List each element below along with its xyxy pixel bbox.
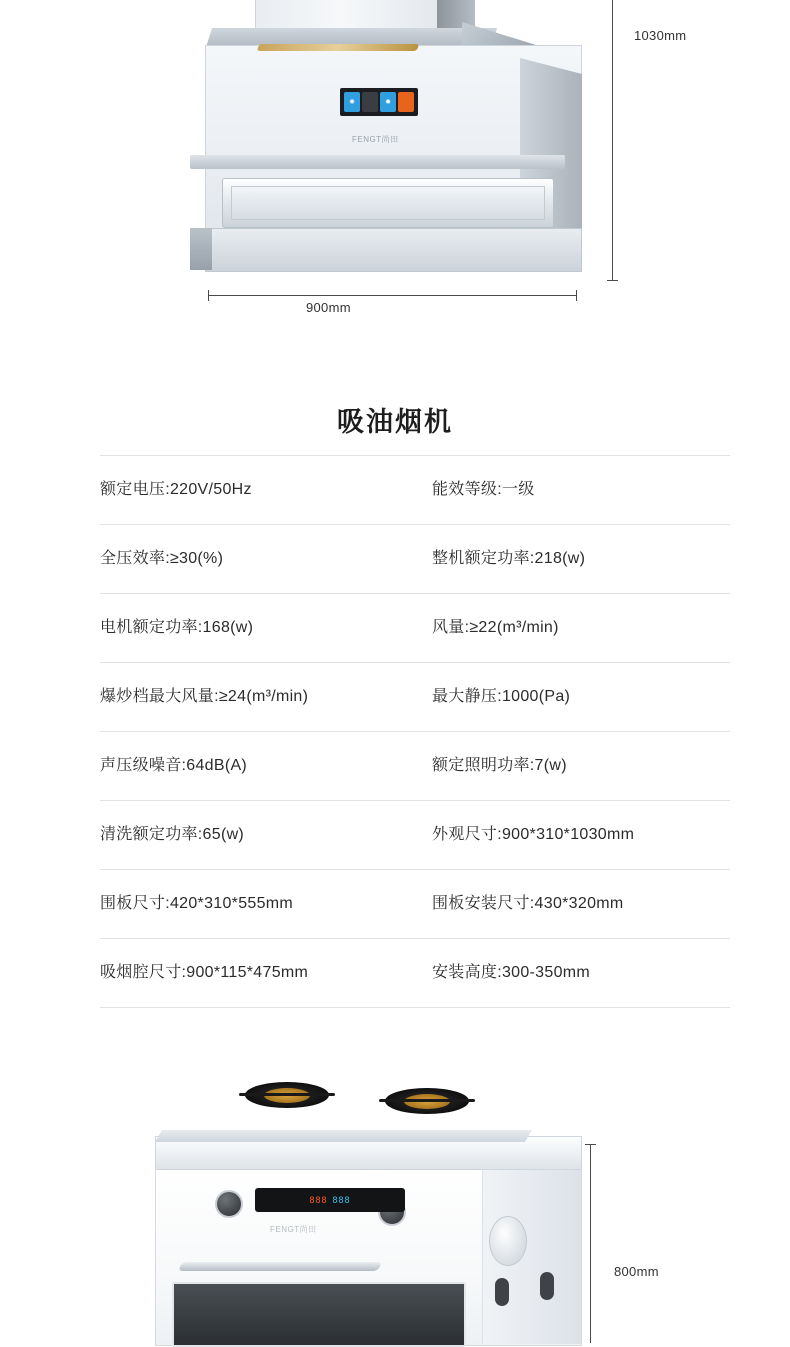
spec-cell-left: 吸烟腔尺寸:900*115*475mm: [100, 963, 309, 981]
spec-cell-left: 额定电压:220V/50Hz: [100, 480, 252, 498]
hood-control-panel[interactable]: [340, 88, 418, 116]
stove-side-knob-plate: [489, 1216, 527, 1266]
width-tick-right: [576, 290, 577, 301]
stove-display-left: 888: [309, 1195, 328, 1205]
stove-illustration: [0, 1060, 790, 1343]
table-row: [100, 870, 730, 939]
knob-left[interactable]: [215, 1190, 243, 1218]
hood-key-light[interactable]: ✹: [344, 92, 360, 112]
hood-key-fan[interactable]: ✹: [380, 92, 396, 112]
spec-cell-left: 爆炒档最大风量:≥24(m³/min): [100, 687, 309, 705]
table-row: [100, 732, 730, 801]
spec-cell-right: 安装高度:300-350mm: [432, 963, 591, 981]
hood-base: [205, 228, 582, 272]
spec-cell-right: 额定照明功率:7(w): [432, 756, 567, 774]
page-title: 吸油烟机: [337, 407, 453, 437]
stove-height-dimension-line: [590, 1144, 591, 1343]
table-row: [100, 594, 730, 663]
burner-left-grate: [239, 1093, 335, 1096]
spec-cell-right: 整机额定功率:218(w): [432, 549, 586, 567]
hood-cavity-inner: [231, 186, 545, 220]
hood-shelf: [190, 155, 565, 169]
hood-base-left-edge: [190, 228, 212, 270]
vent-slot-1: [495, 1278, 509, 1306]
stove-display-panel[interactable]: [255, 1188, 405, 1212]
spec-cell-right: 外观尺寸:900*310*1030mm: [432, 825, 635, 843]
height-tick-bottom: [607, 280, 618, 281]
spec-cell-right: 最大静压:1000(Pa): [432, 687, 571, 705]
vent-slot-2: [540, 1272, 554, 1300]
height-dimension-line: [612, 0, 613, 280]
spec-cell-right: 能效等级:一级: [432, 480, 535, 498]
height-dimension-label: 1030mm: [634, 28, 687, 43]
specification-table: [100, 455, 730, 1008]
oven-handle[interactable]: [178, 1262, 382, 1271]
stove-cooktop-bevel: [155, 1130, 532, 1142]
spec-cell-right: 围板安装尺寸:430*320mm: [432, 894, 624, 912]
hood-gold-trim: [257, 44, 420, 51]
spec-cell-left: 清洗额定功率:65(w): [100, 825, 245, 843]
width-dimension-label: 900mm: [306, 300, 351, 315]
table-row: [100, 455, 730, 525]
table-row: [100, 801, 730, 870]
hood-smoke-cavity: [222, 178, 554, 228]
spec-cell-left: 全压效率:≥30(%): [100, 549, 224, 567]
spec-cell-left: 围板尺寸:420*310*555mm: [100, 894, 294, 912]
stove-display-right: 888: [332, 1195, 351, 1205]
spec-cell-right: 风量:≥22(m³/min): [432, 618, 559, 636]
stove-brand-logo: FENGT尚田: [270, 1225, 317, 1234]
stove-height-dimension-label: 800mm: [614, 1264, 659, 1279]
hood-brand-logo: FENGT尚田: [352, 135, 399, 144]
table-row: [100, 939, 730, 1008]
hood-illustration: [0, 0, 790, 330]
hood-key-display[interactable]: [362, 92, 378, 112]
burner-right-grate: [379, 1099, 475, 1102]
width-tick-left: [208, 290, 209, 301]
spec-cell-left: 声压级噪音:64dB(A): [100, 756, 248, 774]
table-row: [100, 663, 730, 732]
oven-door[interactable]: [172, 1282, 466, 1347]
hood-key-power[interactable]: [398, 92, 414, 112]
width-dimension-line: [208, 295, 576, 296]
stove-height-tick-top: [585, 1144, 596, 1145]
table-row: [100, 525, 730, 594]
spec-cell-left: 电机额定功率:168(w): [100, 618, 254, 636]
